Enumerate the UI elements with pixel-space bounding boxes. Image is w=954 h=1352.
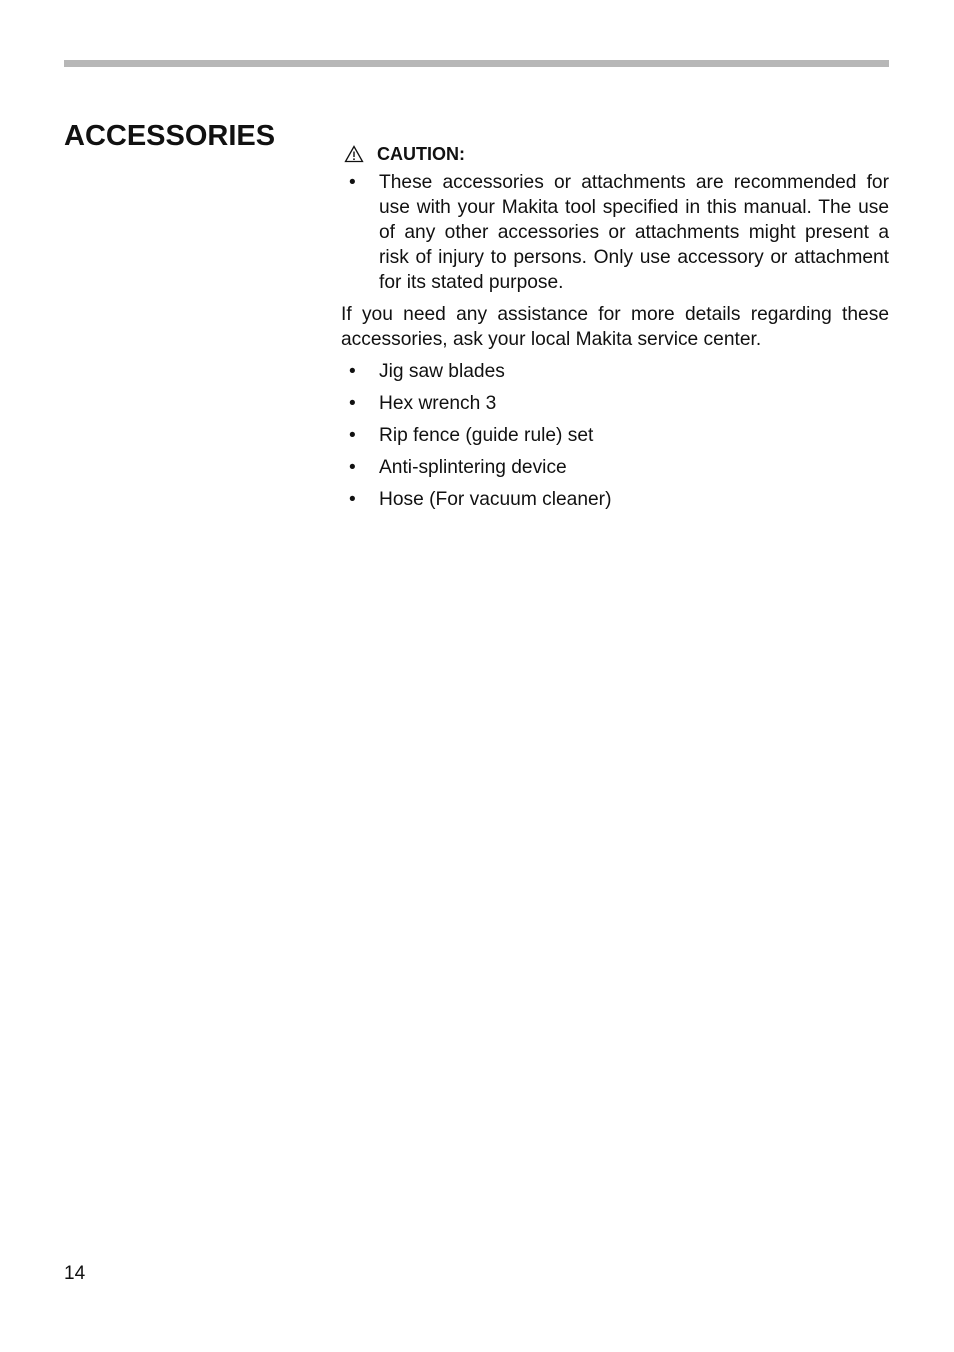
list-item bbox=[341, 359, 889, 384]
bullet-icon: • bbox=[349, 489, 356, 510]
bullet-icon: • bbox=[349, 457, 356, 478]
accessory-label: Hex wrench 3 bbox=[379, 393, 497, 414]
assistance-paragraph: If you need any assistance for more details regarding these accessories, ask your local Makita service center. bbox=[341, 304, 889, 350]
warning-triangle-icon bbox=[344, 145, 364, 163]
accessory-label: Jig saw blades bbox=[379, 361, 505, 382]
section-content bbox=[341, 141, 889, 519]
caution-list bbox=[341, 170, 889, 295]
list-item bbox=[341, 423, 889, 448]
caution-heading bbox=[344, 141, 889, 167]
top-rule bbox=[64, 60, 889, 67]
list-item bbox=[341, 455, 889, 480]
list-item bbox=[341, 487, 889, 512]
accessory-label: Hose (For vacuum cleaner) bbox=[379, 489, 612, 510]
caution-item bbox=[341, 170, 889, 295]
bullet-icon: • bbox=[349, 361, 356, 382]
caution-label: CAUTION: bbox=[377, 143, 465, 164]
accessory-label: Anti-splintering device bbox=[379, 457, 567, 478]
accessory-label: Rip fence (guide rule) set bbox=[379, 425, 594, 446]
list-item bbox=[341, 391, 889, 416]
bullet-icon: • bbox=[349, 425, 356, 446]
page-number: 14 bbox=[64, 1263, 86, 1284]
section-title: ACCESSORIES bbox=[64, 120, 276, 152]
accessories-list bbox=[341, 359, 889, 512]
bullet-icon: • bbox=[349, 393, 356, 414]
bullet-icon: • bbox=[349, 172, 356, 193]
caution-item-text: These accessories or attachments are recommended for use with your Makita tool specified in this manual. The use of any other accessories or attachments might present a risk of injury to persons. Only use accessory or attachment for its stated purpose. bbox=[379, 172, 889, 293]
